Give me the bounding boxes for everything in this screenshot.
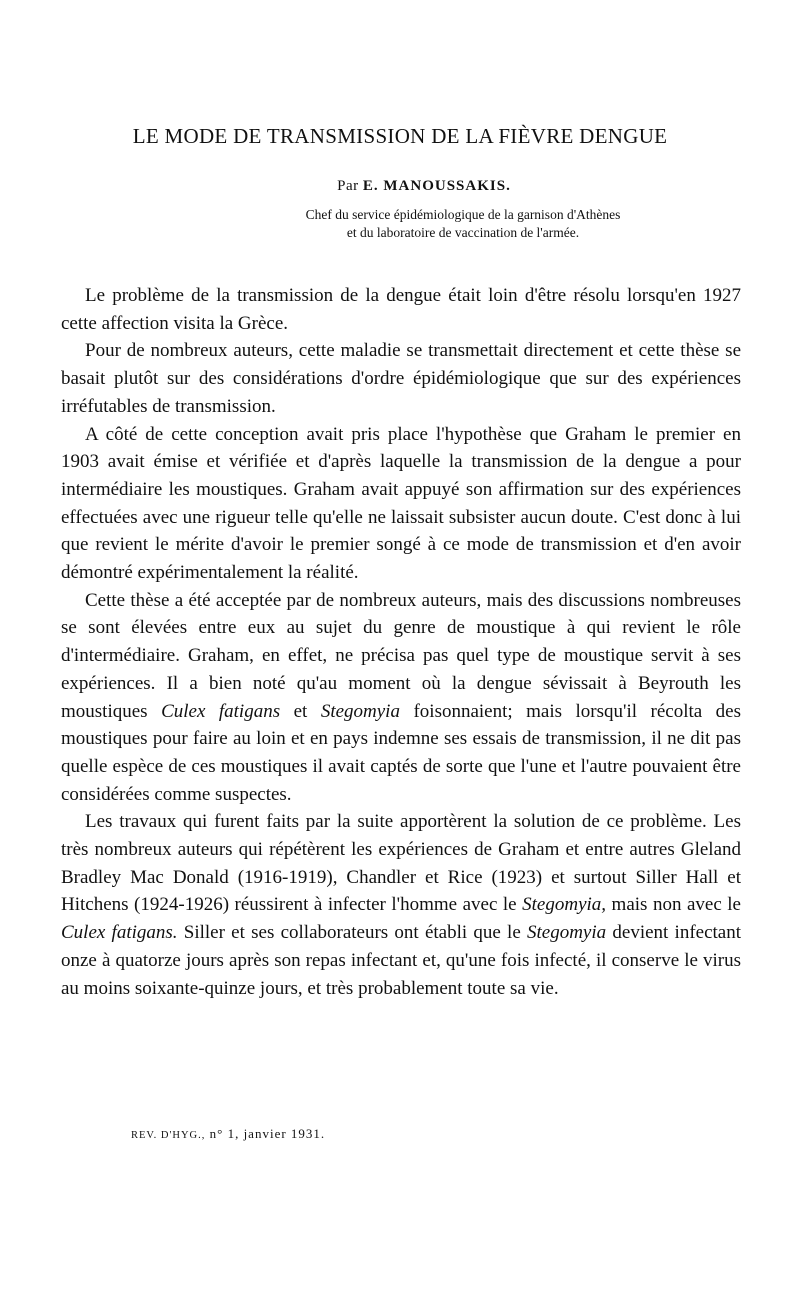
paragraph <box>61 808 741 1002</box>
byline <box>0 178 800 195</box>
paragraph <box>61 421 741 587</box>
paragraph-text: Pour de nombreux auteurs, cette maladie se transmettait directement et cette thèse se basait plutôt sur des considérations d'ordre épidémiologique que sur des expériences irréfutables de transmission. <box>61 340 741 417</box>
species-name: Culex fatigans <box>161 700 281 722</box>
paragraph-text: foisonnaient; mais lorsqu'il récolta des moustiques pour faire au loin et en pays indemne ses essais de transmission, il ne dit pas quelle espèce de ces moustiques il avait captés de sorte que l'une et l'autre pouvaient être considérées comme suspectes. <box>61 700 741 805</box>
author-affiliation <box>0 206 800 242</box>
species-name: Stegomyia, <box>522 894 607 916</box>
paragraph <box>61 587 741 809</box>
paragraph-text: mais non avec le <box>606 894 741 916</box>
species-name: Stegomyia <box>527 922 607 944</box>
author-name: E. MANOUSSAKIS. <box>362 178 511 194</box>
journal-issue: n° 1, janvier 1931. <box>209 1126 326 1141</box>
paragraph <box>61 337 741 420</box>
species-name: Stegomyia <box>320 700 400 722</box>
affiliation-line-1: Chef du service épidémiologique de la garnison d'Athènes <box>305 207 621 222</box>
paragraph-text: Le problème de la transmission de la dengue était loin d'être résolu lorsqu'en 1927 cette affection visita la Grèce. <box>61 285 741 334</box>
journal-name: REV. D'HYG., <box>131 1130 206 1141</box>
paragraph-text: Les travaux qui furent faits par la suite apportèrent la solution de ce problème. Les très nombreux auteurs qui répétèrent les expériences de Graham et entre autres Gleland Bradley Mac Donald (1916-1919), Chandler et Rice (1923) et surtout Siller Hall et Hitchens (1924-1926) réussirent à infecter l'homme avec le <box>61 811 741 916</box>
affiliation-line-2: et du laboratoire de vaccination de l'armée. <box>346 225 580 240</box>
paragraph-text: A côté de cette conception avait pris place l'hypothèse que Graham le premier en 1903 avait émise et vérifiée et d'après laquelle la transmission de la dengue a pour intermédiaire les moustiques. Graham avait appuyé son affirmation sur des expériences effectuées avec une rigueur telle qu'elle ne laissait subsister aucun doute. C'est donc à lui que revient le mérite d'avoir le premier songé à ce mode de transmission et d'en avoir démontré expérimentalement la réalité. <box>61 423 741 584</box>
article-title: LE MODE DE TRANSMISSION DE LA FIÈVRE DENGUE <box>132 124 668 148</box>
species-name: Culex fatigans. <box>61 922 178 944</box>
paragraph-text: et <box>280 700 321 722</box>
journal-reference <box>131 1126 325 1142</box>
paragraph <box>61 282 741 337</box>
byline-prefix: Par <box>337 178 359 194</box>
paragraph-text: Siller et ses collaborateurs ont établi que le <box>177 922 527 944</box>
article-body <box>61 282 741 1002</box>
paragraph-text: devient infectant onze à quatorze jours après son repas infectant et, qu'une fois infecté, il conserve le virus au moins soixante-quinze jours, et très probablement toute sa vie. <box>61 922 742 999</box>
paragraph-text: Cette thèse a été acceptée par de nombreux auteurs, mais des discussions nombreuses se sont élevées entre eux au sujet du genre de moustique à qui revient le rôle d'intermédiaire. Graham, en effet, ne précisa pas quel type de moustique servit à ses expériences. Il a bien noté qu'au moment où la dengue sévissait à Beyrouth les moustiques <box>61 589 741 722</box>
